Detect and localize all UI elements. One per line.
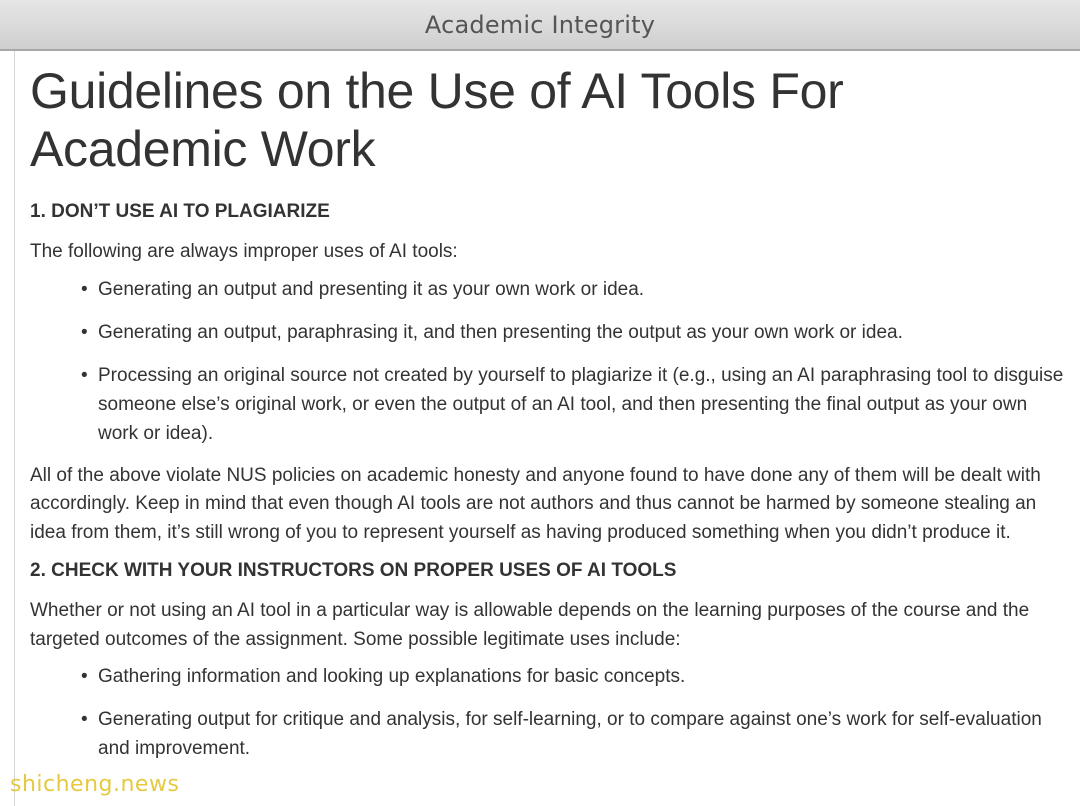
bullet-icon: • xyxy=(81,278,88,300)
page-title: Guidelines on the Use of AI Tools For Academic Work xyxy=(30,63,844,177)
list-item-text: Generating output for critique and analysis, for self-learning, or to compare against one’s work for self-evaluation and improvement. xyxy=(98,709,1042,759)
bullet-icon: • xyxy=(81,321,88,343)
section-2-heading: 2. CHECK WITH YOUR INSTRUCTORS ON PROPER USES OF AI TOOLS xyxy=(30,560,677,581)
title-bar xyxy=(0,0,1080,51)
bullet-icon: • xyxy=(81,709,88,730)
list-item xyxy=(81,318,1066,347)
list-item-text: Processing an original source not created by yourself to plagiarize it (e.g., using an AI paraphrasing tool to disguise someone else’s original work, or even the output of an AI tool, and then presenting the final output as your own work or idea). xyxy=(98,364,1064,444)
list-item xyxy=(81,662,1066,691)
watermark-logo: shicheng.news xyxy=(10,772,180,797)
list-item xyxy=(81,705,1066,763)
list-item-text: Generating an output and presenting it as your own work or idea. xyxy=(98,278,645,300)
bullet-icon: • xyxy=(81,666,88,687)
section-1-closing: All of the above violate NUS policies on academic honesty and anyone found to have done any of them will be dealt with accordingly. Keep in mind that even though AI tools are not authors and thus cannot be harmed by someone stealing an idea from them, it’s still wrong of you to represent yourself as having produced something when you didn’t produce it. xyxy=(30,464,1041,543)
list-item xyxy=(81,275,1066,304)
article-content xyxy=(30,62,1066,777)
section-2-intro: Whether or not using an AI tool in a particular way is allowable depends on the learning purposes of the course and the targeted outcomes of the assignment. Some possible legitimate uses include: xyxy=(30,600,1030,650)
list-item xyxy=(81,361,1066,448)
list-item-text: Generating an output, paraphrasing it, and then presenting the output as your own work or idea. xyxy=(98,321,903,343)
list-item-text: Gathering information and looking up explanations for basic concepts. xyxy=(98,666,686,687)
section-2-list xyxy=(30,662,1066,763)
section-1-intro: The following are always improper uses of AI tools: xyxy=(30,241,458,262)
header-title: Academic Integrity xyxy=(424,10,656,39)
bullet-icon: • xyxy=(81,364,88,386)
section-1-list xyxy=(30,275,1066,448)
left-divider xyxy=(14,51,15,806)
section-1-heading: 1. DON’T USE AI TO PLAGIARIZE xyxy=(30,201,330,222)
